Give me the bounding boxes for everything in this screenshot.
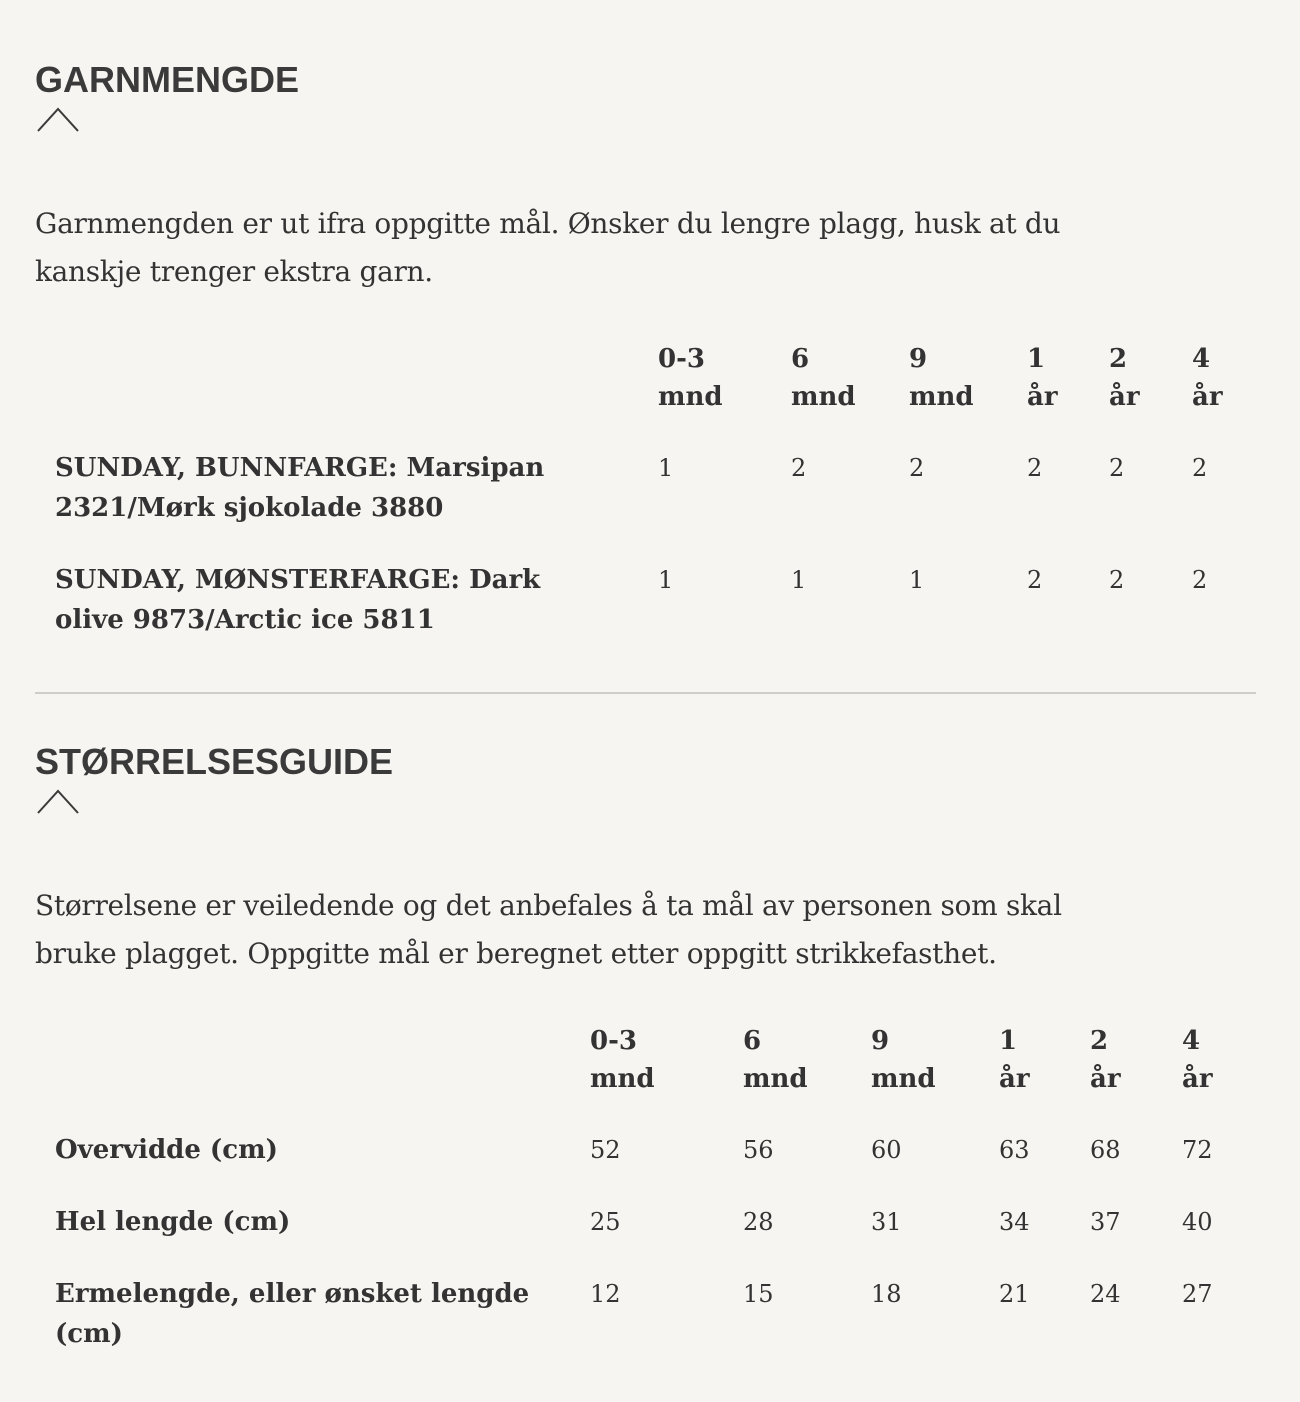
- size-column-header: 2 år: [1090, 1026, 1121, 1094]
- table-cell: 2: [1192, 454, 1208, 482]
- size-column-header: 4 år: [1192, 344, 1223, 412]
- size-column-header: 1 år: [999, 1026, 1030, 1094]
- chevron-up-icon[interactable]: [35, 104, 81, 134]
- table-cell: 2: [1027, 454, 1043, 482]
- yarn-amount-table: [55, 340, 1256, 672]
- table-row: [55, 1202, 1256, 1274]
- storrelsesguide-section: [35, 740, 1256, 1386]
- garnmengde-section: [35, 58, 1256, 672]
- table-row: [55, 1130, 1256, 1202]
- table-cell: 68: [1090, 1136, 1121, 1164]
- table-cell: 63: [999, 1136, 1030, 1164]
- table-cell: 28: [743, 1208, 774, 1236]
- table-cell: 1: [658, 454, 674, 482]
- size-column-header: 6 mnd: [743, 1026, 808, 1094]
- table-row: [55, 1274, 1256, 1386]
- table-cell: 2: [1027, 566, 1043, 594]
- table-cell: 2: [1192, 566, 1208, 594]
- yarn-label: SUNDAY, BUNNFARGE: Marsipan 2321/Mørk sjokolade 3880: [55, 453, 545, 523]
- measurement-label: Ermelengde, eller ønsket lengde (cm): [55, 1279, 530, 1349]
- header-empty-cell: [55, 340, 658, 448]
- size-column-header: 1 år: [1027, 344, 1058, 412]
- size-column-header: 4 år: [1182, 1026, 1213, 1094]
- size-column-header: 0-3 mnd: [590, 1026, 655, 1094]
- size-column-header: 0-3 mnd: [658, 344, 723, 412]
- table-header-row: [55, 1022, 1256, 1130]
- table-cell: 1: [791, 566, 807, 594]
- measurement-label: Overvidde (cm): [55, 1135, 278, 1165]
- storrelsesguide-intro: [35, 882, 1256, 978]
- section-divider: [35, 692, 1256, 694]
- table-cell: 37: [1090, 1208, 1121, 1236]
- size-column-header: 9 mnd: [909, 344, 974, 412]
- header-empty-cell: [55, 1022, 590, 1130]
- storrelsesguide-heading[interactable]: STØRRELSESGUIDE: [35, 741, 394, 782]
- chevron-up-icon[interactable]: [35, 786, 81, 816]
- measurement-label: Hel lengde (cm): [55, 1207, 291, 1237]
- size-column-header: 9 mnd: [871, 1026, 936, 1094]
- table-cell: 2: [1109, 454, 1125, 482]
- table-row: [55, 448, 1256, 560]
- table-cell: 15: [743, 1280, 774, 1308]
- table-cell: 72: [1182, 1136, 1213, 1164]
- garnmengde-intro-line2: kanskje trenger ekstra garn.: [35, 255, 433, 288]
- size-column-header: 2 år: [1109, 344, 1140, 412]
- storrelsesguide-intro-line2: bruke plagget. Oppgitte mål er beregnet etter oppgitt strikkefasthet.: [35, 937, 997, 970]
- garnmengde-heading[interactable]: GARNMENGDE: [35, 59, 300, 100]
- table-cell: 12: [590, 1280, 621, 1308]
- table-cell: 52: [590, 1136, 621, 1164]
- table-cell: 2: [791, 454, 807, 482]
- garnmengde-intro: [35, 200, 1256, 296]
- table-row: [55, 560, 1256, 672]
- garnmengde-intro-line1: Garnmengden er ut ifra oppgitte mål. Ønsker du lengre plagg, husk at du: [35, 207, 1061, 240]
- table-cell: 21: [999, 1280, 1030, 1308]
- table-header-row: [55, 340, 1256, 448]
- size-column-header: 6 mnd: [791, 344, 856, 412]
- table-cell: 27: [1182, 1280, 1213, 1308]
- table-cell: 18: [871, 1280, 902, 1308]
- table-cell: 40: [1182, 1208, 1213, 1236]
- table-cell: 1: [658, 566, 674, 594]
- storrelsesguide-intro-line1: Størrelsene er veiledende og det anbefales å ta mål av personen som skal: [35, 889, 1062, 922]
- table-cell: 2: [909, 454, 925, 482]
- table-cell: 60: [871, 1136, 902, 1164]
- table-cell: 2: [1109, 566, 1125, 594]
- yarn-label: SUNDAY, MØNSTERFARGE: Dark olive 9873/Arctic ice 5811: [55, 565, 541, 635]
- size-guide-table: [55, 1022, 1256, 1386]
- table-cell: 1: [909, 566, 925, 594]
- table-cell: 24: [1090, 1280, 1121, 1308]
- table-cell: 25: [590, 1208, 621, 1236]
- table-cell: 56: [743, 1136, 774, 1164]
- table-cell: 31: [871, 1208, 902, 1236]
- table-cell: 34: [999, 1208, 1030, 1236]
